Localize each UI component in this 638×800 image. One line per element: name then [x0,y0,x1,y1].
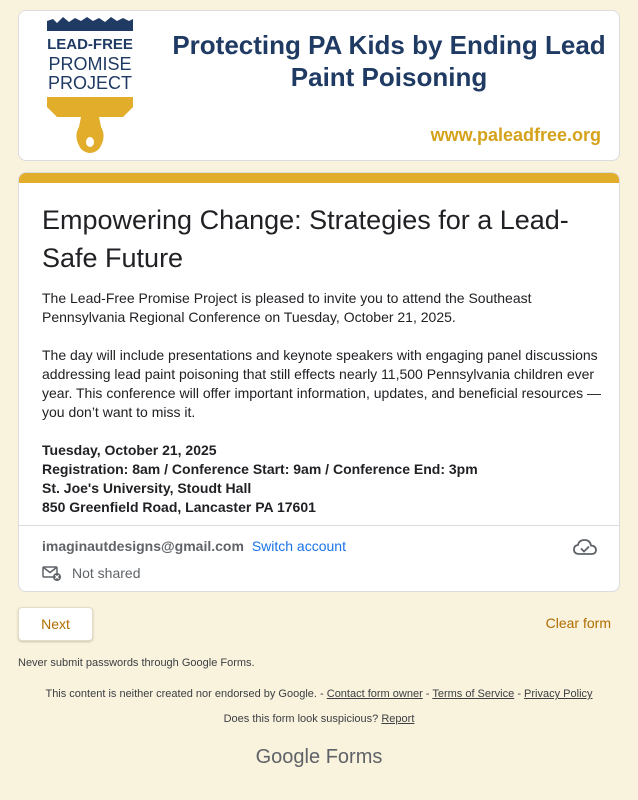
event-venue: St. Joe's University, Stoudt Hall [42,480,252,496]
event-address: 850 Greenfield Road, Lancaster PA 17601 [42,499,316,515]
logo-line-3: PROJECT [47,73,132,93]
header-banner [18,10,620,161]
disclaimer-text: This content is neither created nor endorsed by Google. - [45,688,324,700]
privacy-link[interactable]: Privacy Policy [524,688,593,700]
forms-wordmark: Forms [325,746,383,768]
next-button[interactable]: Next [18,607,93,641]
logo-line-1: LEAD-FREE [47,36,133,53]
separator: - [517,688,521,700]
password-warning: Never submit passwords through Google Forms. [18,657,255,669]
form-info-card [18,172,620,592]
separator: - [425,688,430,700]
mail-not-shared-icon [42,565,62,581]
logo-line-2: PROMISE [48,54,132,74]
description-paragraph-2: The day will include presentations and keynote speakers with engaging panel discussions addressing lead paint poisoning that still effects nearly 11,500 Pennsylvania children ever year. This conference will offer important information, updates, and beneficial resources — you don’t want to miss it. [42,347,601,420]
suspicious-text: Does this form look suspicious? [223,713,379,725]
cloud-saved-icon [573,537,597,557]
switch-account-link[interactable]: Switch account [251,538,346,554]
account-email: imaginautdesigns@gmail.com [42,538,244,554]
form-description [42,289,602,517]
banner-title: Protecting PA Kids by Ending Lead Paint Poisoning [172,30,606,92]
banner-url: www.paleadfree.org [430,125,601,145]
not-shared-row [42,564,140,581]
lead-free-logo [41,15,139,158]
contact-owner-link[interactable]: Contact form owner [326,688,423,700]
google-wordmark: Google [255,746,321,768]
suspicious-row [0,713,638,725]
not-shared-label: Not shared [72,565,141,582]
accent-bar [19,173,619,183]
description-paragraph-1: The Lead-Free Promise Project is pleased to invite you to attend the Southeast Pennsylvania Regional Conference on Tuesday, October 21, 2025. [42,290,532,325]
form-title: Empowering Change: Strategies for a Lead-Safe Future [42,205,569,273]
terms-link[interactable]: Terms of Service [432,688,515,700]
divider [19,525,619,526]
event-times: Registration: 8am / Conference Start: 9am / Conference End: 3pm [42,461,478,477]
disclaimer [0,688,638,700]
event-date: Tuesday, October 21, 2025 [42,442,217,458]
account-row [42,538,346,554]
google-forms-logo[interactable] [0,746,638,769]
report-link[interactable]: Report [381,713,415,725]
clear-form-button[interactable]: Clear form [545,615,611,631]
